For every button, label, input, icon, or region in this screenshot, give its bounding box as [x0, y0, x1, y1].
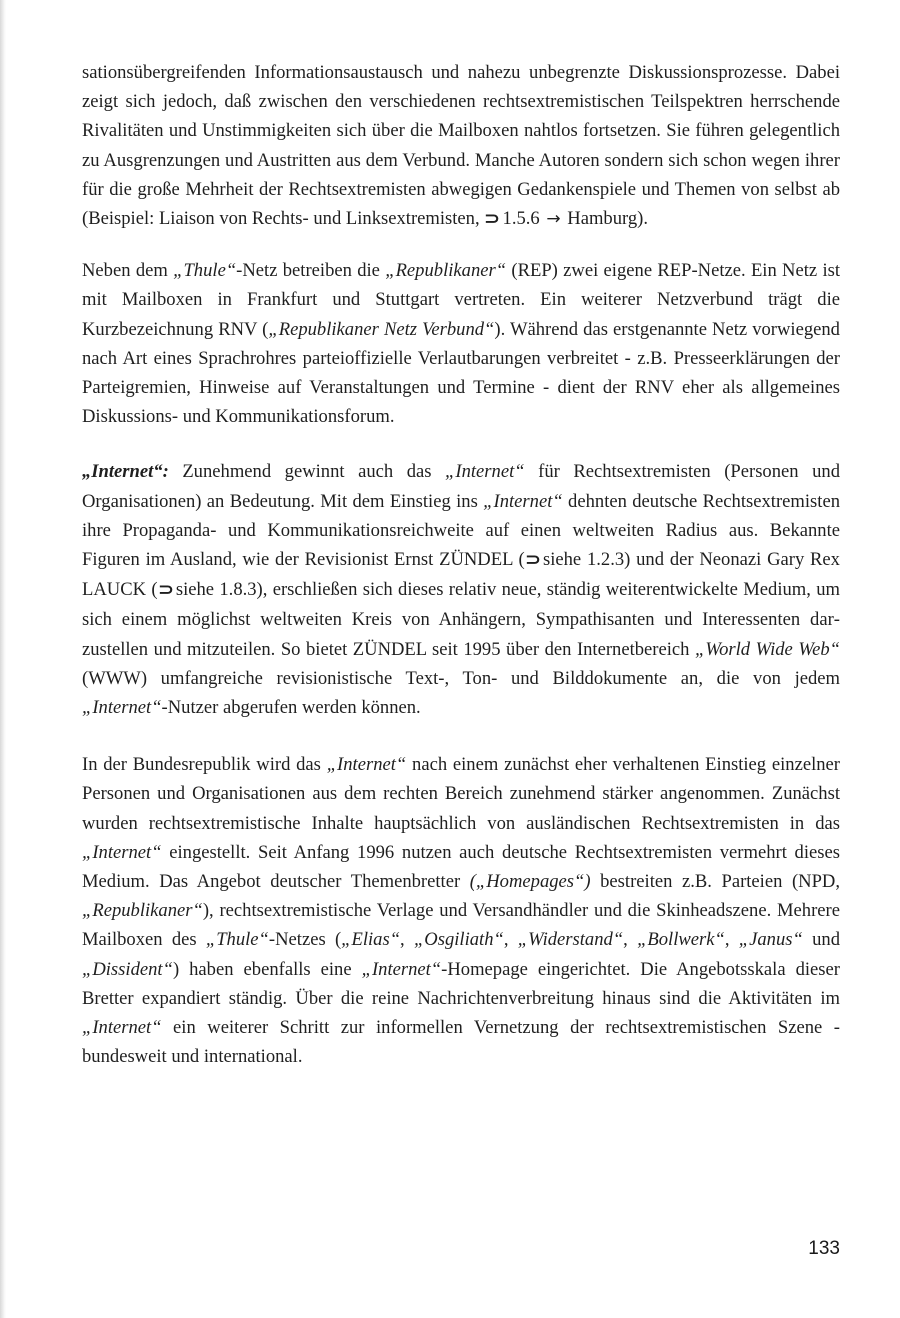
cross-reference-icon: ⊃ [524, 550, 542, 571]
page-edge-shadow [0, 0, 6, 1318]
italic-term: „Internet“ [82, 841, 162, 863]
italic-term: „Thule“ [173, 260, 237, 282]
italic-term: „Republikaner Netz Verbund“ [268, 318, 495, 340]
paragraph-internet: „Internet“: Zunehmend gewinnt auch das „Internet“ für Rechtsextremisten (Personen und Organisationen) an Bedeutung. Mit dem Einstieg ins „Internet“ dehnten deutsche Rechtsextremisten ihre Propaganda- und Kommunikationsreichweite auf einen weltweiten Radius aus. Bekannte Figuren im Ausland, wie der Revisionist Ernst ZÜNDEL (⊃ siehe 1.2.3) und der Neonazi Gary Rex LAUCK (⊃ siehe 1.8.3), erschließen sich dieses relativ neue, ständig weiterentwickelte Medium, um sich einem möglichst weltweiten Kreis von Anhängern, Sympathisanten und Interessenten darzustellen und mitzuteilen. So bietet ZÜNDEL seit 1995 über den Internetbereich „World Wide Web“ (WWW) umfangreiche revisionistische Text-, Ton- und Bilddokumente an, die von jedem „Internet“-Nutzer abgerufen werden können. [82, 461, 841, 719]
italic-term: „Widerstand“ [517, 929, 624, 951]
paragraph-rep-networks: Neben dem „Thule“-Netz betreiben die „Republikaner“ (REP) zwei eigene REP-Netze. Ein Netz ist mit Mailboxen in Frankfurt und Stuttgart vertreten. Ein weiterer Netzverbund trägt die Kurzbezeichnung RNV („Republikaner Netz Verbund“). Während das erstgenannte Netz vorwiegend nach Art eines Sprachrohres parteioffizielle Verlautbarungen verbreitet - z.B. Presseerklärungen der Parteigremien, Hinweise auf Veranstaltungen und Termine - dient der RNV eher als allgemeines Diskussions- und Kommunikationsforum. [82, 260, 841, 428]
italic-term: „Internet“ [82, 697, 162, 719]
cross-reference-icon: ⊃ [157, 580, 174, 601]
paragraph-internet-germany: In der Bundesrepublik wird das „Internet“ nach einem zunächst eher verhaltenen Einstieg einzelner Personen und Organisationen aus dem rechten Bereich zunehmend stärker angenommen. Zunächst wurden rechtsextremistische Inhalte hauptsächlich von ausländischen Rechtsextremisten in das „Internet“ eingestellt. Seit Anfang 1996 nutzen auch deutsche Rechtsextremisten vermehrt dieses Medium. Das Angebot deutscher Themenbretter („Homepages“) bestreiten z.B. Parteien (NPD, „Republikaner“), rechtsextremistische Verlage und Versandhändler und die Skinheadszene. Mehrere Mailboxen des „Thule“-Netzes („Elias“, „Osgiliath“, „Widerstand“, „Bollwerk“, „Janus“ und „Dissident“) haben ebenfalls eine „Internet“-Homepage eingerichtet. Die Angebotsskala dieser Bretter expandiert ständig. Über die reine Nachrichtenverbreitung hinaus sind die Aktivitäten im „Internet“ ein weiterer Schritt zur informellen Vernetzung der rechtsextremistischen Szene - bundesweit und international. [82, 754, 841, 1068]
italic-term: „Republikaner“ [82, 900, 203, 922]
cross-reference-icon: ⊃ [484, 209, 501, 230]
arrow-right-icon: → [546, 209, 561, 230]
italic-term: „Janus“ [738, 929, 803, 951]
page-body [82, 58, 840, 1072]
italic-term: „Internet“ [326, 754, 407, 776]
lead-term: „Internet“: [82, 461, 169, 483]
italic-term: („Homepages“) [469, 871, 591, 893]
italic-term: „Osgiliath“ [413, 929, 504, 951]
italic-term: „Bollwerk“ [637, 929, 725, 951]
page-number: 133 [808, 1238, 840, 1259]
italic-term: „Elias“ [341, 929, 401, 951]
italic-term: „Internet“ [82, 1017, 162, 1039]
italic-term: „Republikaner“ [385, 260, 507, 282]
italic-term: „Dissident“ [82, 958, 173, 980]
italic-term: „Thule“ [205, 929, 269, 951]
italic-term: „Internet“ [483, 490, 563, 512]
italic-term: „World Wide Web“ [694, 638, 840, 660]
paragraph-mailbox-rivalries: sationsübergreifenden Informationsaustausch und nahezu unbegrenzte Diskussionsprozesse. Dabei zeigt sich jedoch, daß zwischen den verschiedenen rechtsextremistischen Teilspektren herrschende Rivalitäten und Unstimmigkeiten sich über die Mailboxen nahtlos fortsetzen. Sie führen gelegentlich zu Ausgrenzungen und Austritten aus dem Verbund. Manche Autoren sondern sich schon wegen ihrer für die große Mehrheit der Rechtsextremisten abwegigen Gedankenspiele und Themen von selbst ab (Beispiel: Liaison von Rechts- und Linksextremisten, ⊃ 1.5.6 → Hamburg). [82, 58, 840, 234]
italic-term: „Internet“ [445, 461, 525, 483]
italic-term: „Internet“ [361, 958, 442, 980]
